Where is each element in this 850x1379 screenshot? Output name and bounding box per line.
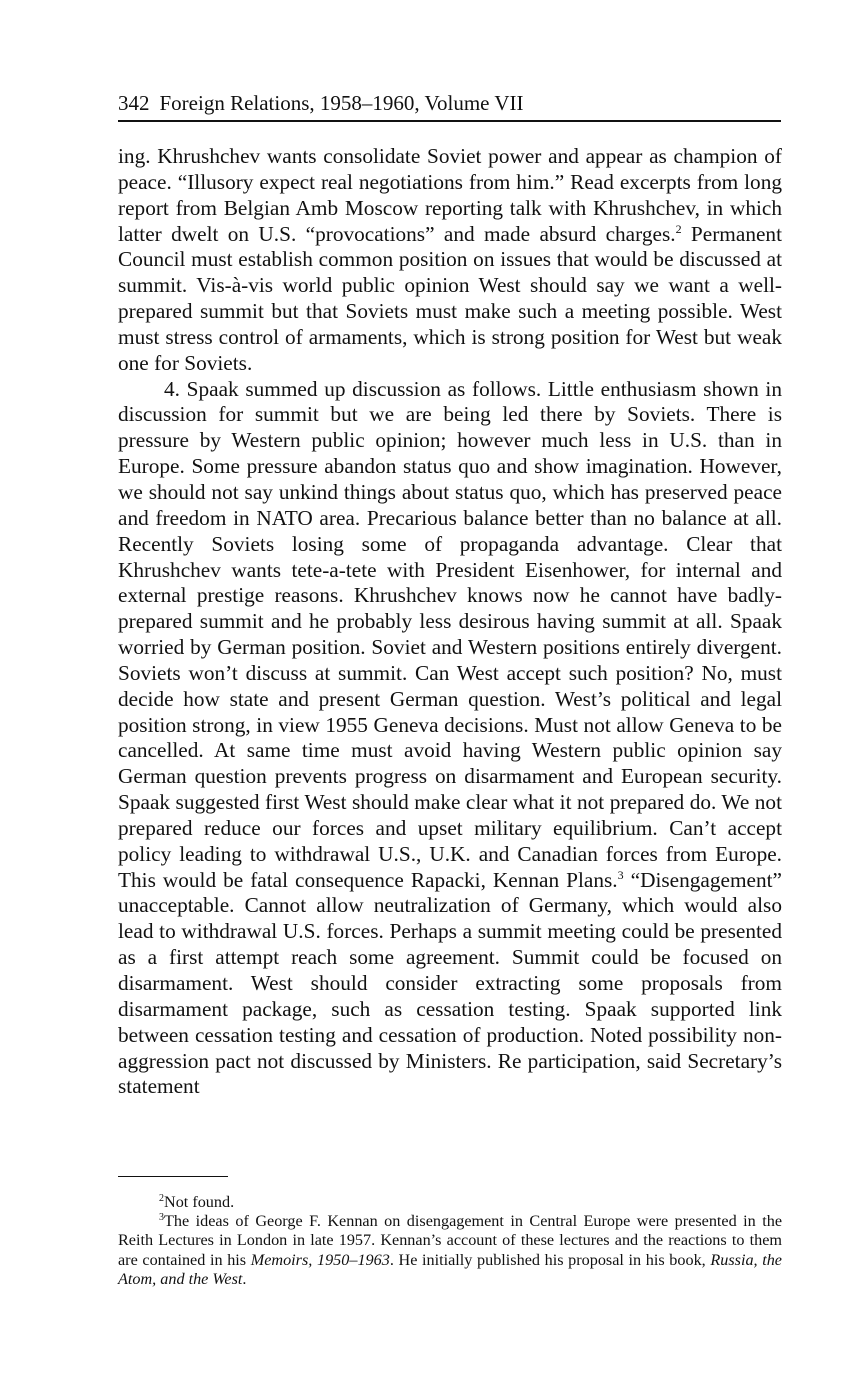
book-title-russia: Russia, the Atom, and the West: [118, 1250, 782, 1288]
paragraph-4: 4. Spaak summed up discussion as follows. Little enthusiasm shown in discussion for summit but we are being led there by Soviets. There is pressure by Western public opinion; however much less in U.S. than in Europe. Some pressure abandon status quo and show imagination. However, we should not say unkind things about status quo, which has preserved peace and freedom in NATO area. Precarious balance better than no balance at all. Recently Soviets losing some of propaganda advantage. Clear that Khrushchev wants tete-a-tete with President Eisenhower, for internal and external prestige reasons. Khrushchev knows now he cannot have badly-prepared summit and he probably less desirous having summit at all. Spaak worried by German position. Soviet and Western positions entirely divergent. Soviets won’t discuss at summit. Can West accept such position? No, must decide how state and present German question. West’s political and legal position strong, in view 1955 Geneva decisions. Must not allow Geneva to be cancelled. At same time must avoid having Western public opinion say German question prevents progress on disarmament and European security. Spaak suggested first West should make clear what it not prepared do. We not prepared reduce our forces and upset military equilibrium. Can’t accept policy leading to withdrawal U.S., U.K. and Canadian forces from Europe. This would be fatal consequence Rapacki, Kennan Plans.$^3$ “Disengagement” unacceptable. Cannot allow neutralization of Germany, which would also lead to withdrawal U.S. forces. Perhaps a summit meeting could be presented as a first attempt reach some agreement. Summit could be focused on disarmament. West should consider extracting some proposals from disarmament package, such as cessation testing. Spaak supported link between cessation testing and cessation of production. Noted possibility non-aggression pact not discussed by Ministers. Re participation, said Secretary’s statement: [118, 376, 782, 1099]
footnote-ref-2: 2: [675, 221, 682, 236]
footnote-ref-3: 3: [617, 867, 624, 882]
footnote-2: $^2$Not found.: [159, 1193, 235, 1211]
footnote-3: $^3$The ideas of George F. Kennan on disengagement in Central Europe were presented in the Reith Lectures in London in late 1957. Kennan’s account of these lectures and the reactions to them are contained in his Memoirs, 1950–1963. He initially published his proposal in his book, Russia, the Atom, and the West.: [118, 1212, 782, 1288]
book-title-memoirs: Memoirs, 1950–1963: [250, 1250, 390, 1269]
main-text: [118, 144, 782, 1100]
running-header: [118, 88, 781, 122]
footnote-divider: [118, 1176, 228, 1177]
footnotes: [118, 1193, 782, 1289]
running-title: Foreign Relations, 1958–1960, Volume VII: [159, 91, 524, 115]
paragraph-1: ing. Khrushchev wants consolidate Soviet power and appear as champion of peace. “Illusory expect real negotiations from him.” Read excerpts from long report from Belgian Amb Moscow reporting talk with Khrushchev, in which latter dwelt on U.S. “provocations” and made absurd charges.$^2$ Permanent Council must establish common position on issues that would be discussed at summit. Vis-à-vis world public opinion West should say we want a well-prepared summit but that Soviets must make such a meeting possible. West must stress control of armaments, which is strong position for West but weak one for Soviets.: [118, 144, 782, 375]
page-number: 342: [118, 91, 150, 115]
